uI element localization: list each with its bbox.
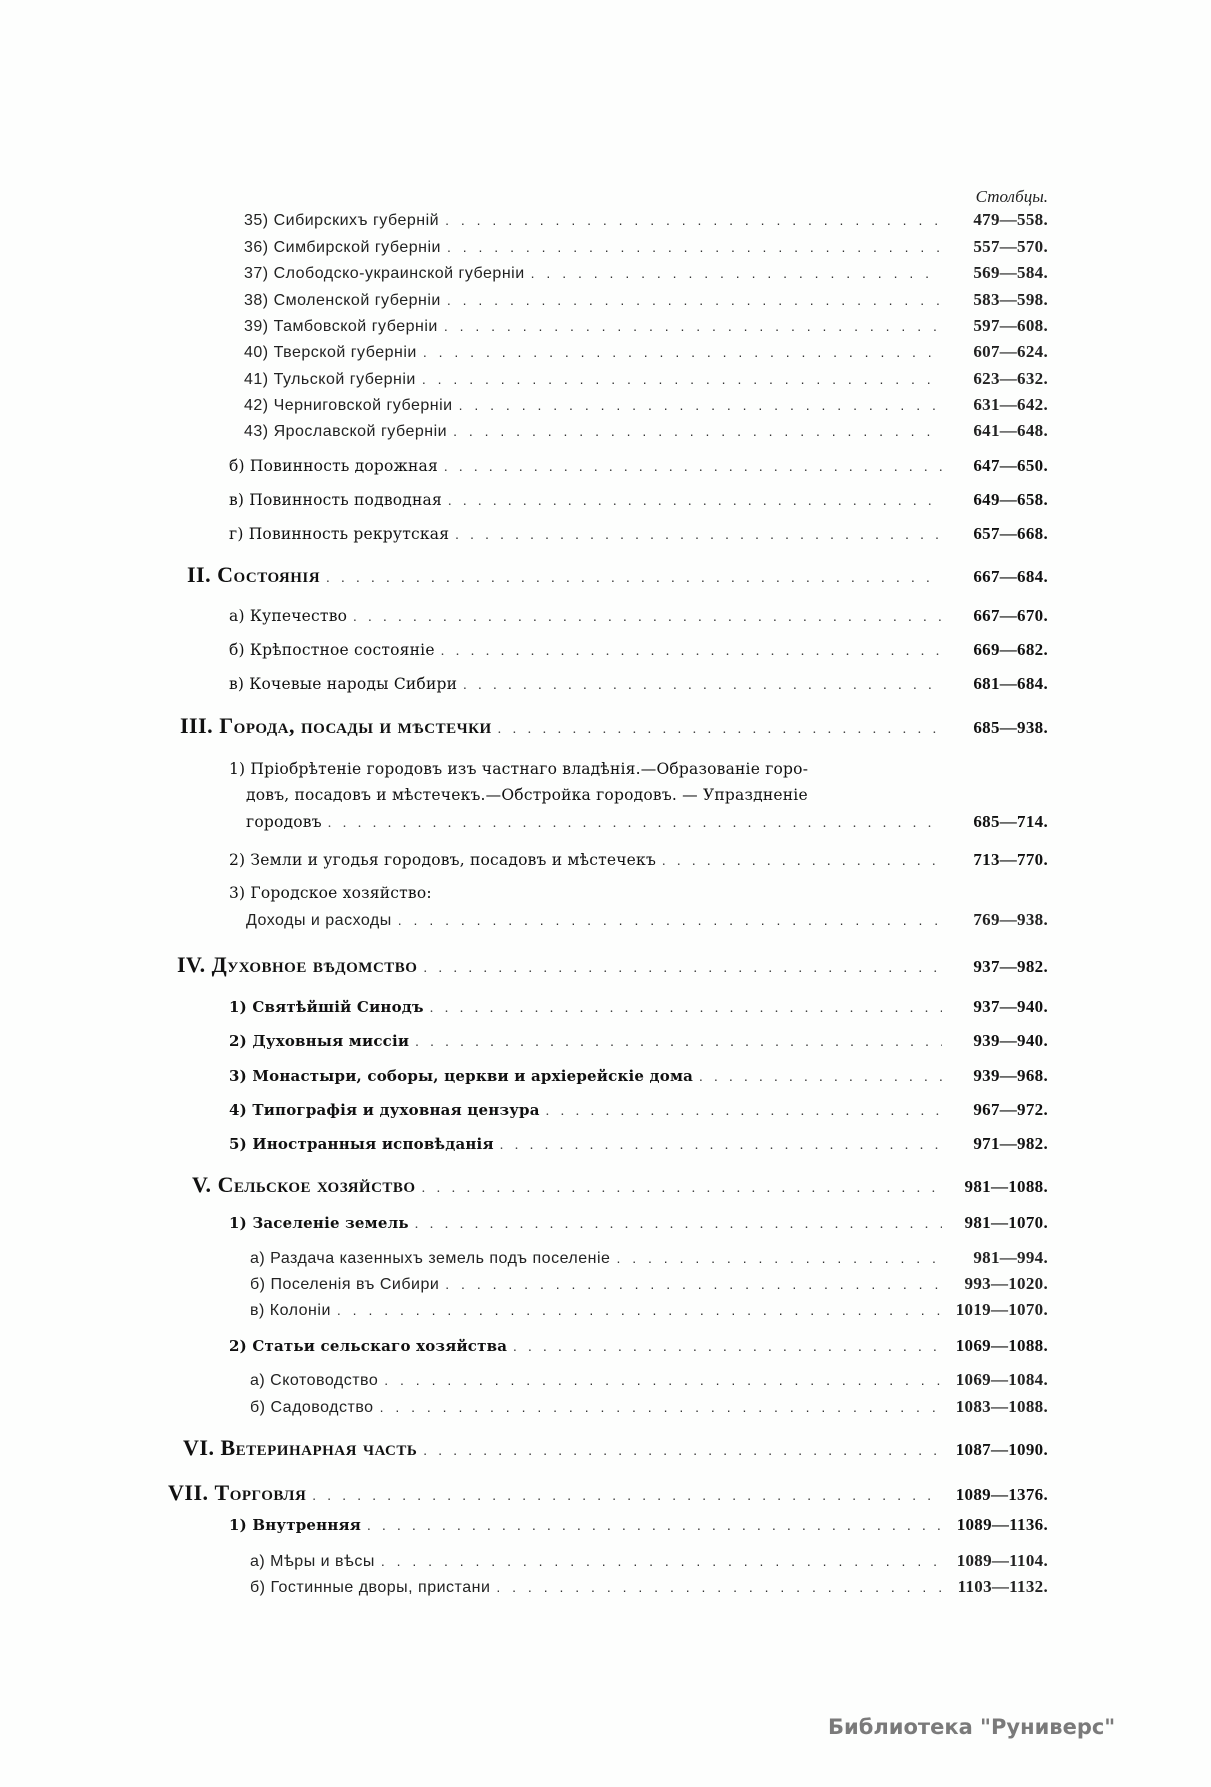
- entry-pages: 939—968.: [973, 1066, 1048, 1085]
- entry-pages: 981—1088.: [964, 1177, 1048, 1196]
- entry-pages: 667—684.: [973, 567, 1048, 586]
- section-number: V.: [192, 1172, 212, 1197]
- library-watermark: Библиотека "Руниверс": [828, 1715, 1116, 1739]
- entry-label: в) Кочевые народы Сибири: [229, 675, 458, 693]
- entry-label: 2) Земли и угодья городовъ, посадовъ и мѣстечекъ: [229, 851, 657, 869]
- entry-label: 35) Сибирскихъ губерній: [244, 212, 440, 229]
- toc-entry: [250, 1577, 1048, 1597]
- leader-dots: [312, 1489, 942, 1505]
- leader-dots: [531, 265, 942, 281]
- entry-pages: 1089—1376.: [955, 1485, 1048, 1504]
- leader-dots: [445, 1276, 942, 1292]
- toc-section-heading: [187, 562, 1048, 588]
- toc-section-heading: [168, 1480, 1048, 1506]
- toc-section-heading: [177, 952, 1048, 978]
- entry-label: в) Колоніи: [250, 1302, 331, 1319]
- leader-dots: [380, 1399, 942, 1415]
- entry-pages: 685—714.: [973, 812, 1048, 831]
- section-title: Духовное вѣдомство: [211, 952, 418, 977]
- entry-pages: 981—1070.: [964, 1213, 1048, 1232]
- toc-entry: [244, 316, 1048, 336]
- toc-entry: [250, 1274, 1048, 1294]
- section-number: III.: [180, 713, 214, 738]
- entry-pages: 597—608.: [973, 316, 1048, 335]
- toc-entry: [229, 674, 1048, 694]
- leader-dots: [498, 722, 942, 738]
- entry-label: а) Раздача казенныхъ земель подъ поселеніе: [250, 1250, 611, 1267]
- toc-entry: [229, 1031, 1048, 1051]
- entry-pages: 623—632.: [973, 369, 1048, 388]
- toc-entry: [229, 1515, 1048, 1535]
- toc-entry: [229, 1134, 1048, 1154]
- leader-dots: [459, 397, 942, 413]
- entry-label: городовъ: [246, 813, 322, 831]
- entry-pages: 557—570.: [973, 237, 1048, 256]
- entry-pages: 1069—1084.: [955, 1370, 1048, 1389]
- section-number: II.: [187, 562, 212, 587]
- leader-dots: [453, 423, 942, 439]
- toc-entry: [250, 1370, 1048, 1390]
- entry-pages: 1083—1088.: [955, 1397, 1048, 1416]
- leader-dots: [423, 1444, 942, 1460]
- entry-label: 3) Монастыри, соборы, церкви и архіерейскіе дома: [229, 1067, 694, 1085]
- entry-pages: 1103—1132.: [957, 1577, 1048, 1596]
- leader-dots: [455, 528, 942, 544]
- toc-entry: [250, 1248, 1048, 1268]
- entry-pages: 647—650.: [973, 456, 1048, 475]
- entry-label: 2) Духовныя миссіи: [229, 1032, 410, 1050]
- toc-section-heading: [192, 1172, 1048, 1198]
- leader-dots: [444, 318, 942, 334]
- entry-label-line: 1) Пріобрѣтеніе городовъ изъ частнаго владѣнія.—Образованіе горо-: [229, 760, 809, 778]
- toc-entry: [244, 421, 1048, 441]
- entry-label: б) Гостинные дворы, пристани: [250, 1579, 491, 1596]
- toc-entry: [250, 1300, 1048, 1320]
- leader-dots: [447, 292, 942, 308]
- entry-label: 41) Тульской губерніи: [244, 371, 416, 388]
- toc-entry: [229, 606, 1048, 626]
- entry-label-line: довъ, посадовъ и мѣстечекъ.—Обстройка городовъ. — Упраздненіе: [246, 786, 808, 804]
- entry-pages: 681—684.: [973, 674, 1048, 693]
- leader-dots: [445, 212, 942, 228]
- toc-entry: [229, 997, 1048, 1017]
- entry-label: Доходы и расходы: [246, 912, 392, 929]
- leader-dots: [326, 571, 942, 587]
- toc-entry: [244, 237, 1048, 257]
- entry-pages: 685—938.: [973, 718, 1048, 737]
- leader-dots: [430, 1001, 942, 1017]
- leader-dots: [463, 678, 942, 694]
- leader-dots: [328, 816, 942, 832]
- entry-label: 43) Ярославской губерніи: [244, 423, 448, 440]
- leader-dots: [353, 610, 942, 626]
- section-title: Торговля: [214, 1480, 307, 1505]
- entry-pages: 631—642.: [973, 395, 1048, 414]
- entry-label: г) Повинность рекрутская: [229, 525, 450, 543]
- leader-dots: [500, 1138, 942, 1154]
- entry-label: 42) Черниговской губерніи: [244, 397, 453, 414]
- entry-pages: 657—668.: [973, 524, 1048, 543]
- entry-pages: 971—982.: [973, 1134, 1048, 1153]
- toc-entry: [229, 524, 1048, 544]
- leader-dots: [616, 1250, 942, 1266]
- leader-dots: [447, 239, 942, 255]
- toc-entry: [229, 1066, 1048, 1086]
- entry-pages: 1069—1088.: [955, 1336, 1048, 1355]
- entry-label: б) Поселенія въ Сибири: [250, 1276, 440, 1293]
- entry-pages: 981—994.: [973, 1248, 1048, 1267]
- leader-dots: [546, 1104, 942, 1120]
- entry-label: 1) Святѣйшій Синодъ: [229, 998, 424, 1016]
- entry-pages: 569—584.: [973, 263, 1048, 282]
- entry-label: 39) Тамбовской губерніи: [244, 318, 438, 335]
- toc-entry: [244, 395, 1048, 415]
- entry-label: а) Скотоводство: [250, 1372, 379, 1389]
- entry-pages: 649—658.: [973, 490, 1048, 509]
- leader-dots: [444, 460, 942, 476]
- leader-dots: [496, 1579, 942, 1595]
- toc-entry: [229, 456, 1048, 476]
- leader-dots: [513, 1340, 942, 1356]
- column-header: Столбцы.: [975, 187, 1048, 206]
- leader-dots: [415, 1217, 942, 1233]
- entry-pages: 641—648.: [973, 421, 1048, 440]
- entry-label: 3) Городское хозяйство:: [229, 884, 432, 902]
- toc-entry: [229, 1100, 1048, 1120]
- leader-dots: [384, 1372, 942, 1388]
- toc-entry: [250, 1397, 1048, 1417]
- entry-pages: 713—770.: [973, 850, 1048, 869]
- entry-pages: 1087—1090.: [955, 1440, 1048, 1459]
- entry-label: 1) Заселеніе земель: [229, 1214, 409, 1232]
- toc-entry: [250, 1551, 1048, 1571]
- leader-dots: [367, 1519, 942, 1535]
- entry-label: а) Купечество: [229, 607, 348, 625]
- entry-label: 36) Симбирской губерніи: [244, 239, 441, 256]
- leader-dots: [381, 1553, 942, 1569]
- entry-pages: 607—624.: [973, 342, 1048, 361]
- toc-entry: [244, 263, 1048, 283]
- toc-entry: [229, 1213, 1048, 1233]
- section-number: IV.: [177, 952, 206, 977]
- leader-dots: [337, 1302, 942, 1318]
- entry-label: 37) Слободско-украинской губерніи: [244, 265, 525, 282]
- entry-label: 2) Статьи сельскаго хозяйства: [229, 1337, 508, 1355]
- entry-pages: 667—670.: [973, 606, 1048, 625]
- section-title: Состоянія: [217, 562, 321, 587]
- entry-pages: 669—682.: [973, 640, 1048, 659]
- leader-dots: [448, 494, 942, 510]
- leader-dots: [415, 1035, 942, 1051]
- toc-entry: [246, 812, 1048, 832]
- leader-dots: [398, 912, 942, 928]
- entry-pages: 1089—1136.: [956, 1515, 1048, 1534]
- entry-pages: 937—940.: [973, 997, 1048, 1016]
- toc-section-heading: [180, 713, 1048, 739]
- entry-label: 1) Внутренняя: [229, 1516, 362, 1534]
- toc-section-heading: [183, 1435, 1048, 1461]
- entry-label: б) Повинность дорожная: [229, 457, 438, 475]
- entry-label: б) Крѣпостное состояніе: [229, 641, 435, 659]
- entry-label: 5) Иностранныя исповѣданія: [229, 1135, 494, 1153]
- entry-label: в) Повинность подводная: [229, 491, 442, 509]
- section-number: VII.: [168, 1480, 209, 1505]
- section-number: VI.: [183, 1435, 215, 1460]
- entry-label: б) Садоводство: [250, 1399, 374, 1416]
- leader-dots: [422, 1181, 942, 1197]
- toc-entry: [246, 910, 1048, 930]
- entry-label: 40) Тверской губерніи: [244, 344, 417, 361]
- toc-entry: [244, 290, 1048, 310]
- leader-dots: [423, 961, 942, 977]
- entry-pages: 1019—1070.: [955, 1300, 1048, 1319]
- leader-dots: [423, 344, 942, 360]
- toc-entry: [244, 342, 1048, 362]
- entry-pages: 1089—1104.: [956, 1551, 1048, 1570]
- entry-label: 4) Типографія и духовная цензура: [229, 1101, 540, 1119]
- toc-entry: [229, 1336, 1048, 1356]
- entry-label: 38) Смоленской губерніи: [244, 292, 441, 309]
- entry-pages: 939—940.: [973, 1031, 1048, 1050]
- toc-entry: [229, 850, 1048, 870]
- entry-label: а) Мѣры и вѣсы: [250, 1553, 375, 1570]
- toc-entry: [244, 210, 1048, 230]
- toc-entry: [229, 640, 1048, 660]
- leader-dots: [422, 371, 942, 387]
- leader-dots: [441, 644, 942, 660]
- entry-pages: 993—1020.: [964, 1274, 1048, 1293]
- toc-entry: [229, 490, 1048, 510]
- entry-pages: 937—982.: [973, 957, 1048, 976]
- leader-dots: [699, 1070, 942, 1086]
- entry-pages: 967—972.: [973, 1100, 1048, 1119]
- leader-dots: [662, 854, 942, 870]
- toc-entry: [244, 369, 1048, 389]
- section-title: Города, посады и мѣстечки: [219, 713, 492, 738]
- entry-pages: 583—598.: [973, 290, 1048, 309]
- section-title: Сельское хозяйство: [217, 1172, 416, 1197]
- entry-pages: 769—938.: [973, 910, 1048, 929]
- entry-pages: 479—558.: [973, 210, 1048, 229]
- section-title: Ветеринарная часть: [220, 1435, 418, 1460]
